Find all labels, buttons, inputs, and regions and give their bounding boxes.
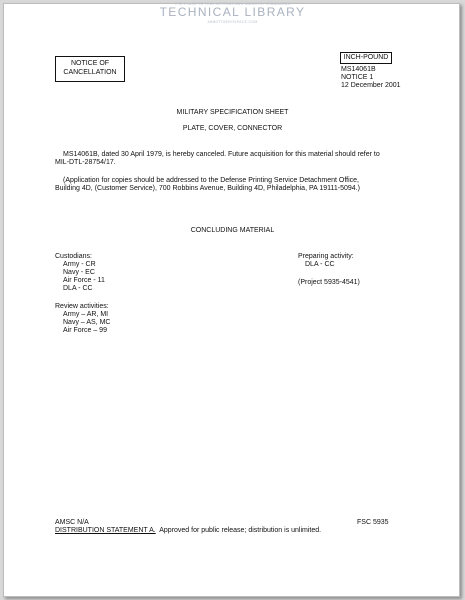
sheet-subtitle: PLATE, COVER, CONNECTOR	[182, 125, 283, 132]
custodians-heading: Custodians:	[55, 253, 92, 260]
notice-number: NOTICE 1	[341, 74, 374, 81]
concluding-heading: CONCLUDING MATERIAL	[190, 227, 275, 234]
custodian-item: Navy - EC	[63, 269, 95, 276]
notice-of-cancellation-box	[55, 56, 125, 82]
distribution-text: Approved for public release; distribution is unlimited.	[155, 527, 322, 534]
application-line2: Building 4D, (Customer Service), 700 Robbins Avenue, Building 4D, Philadelphia, PA 19111-5094.)	[55, 185, 360, 192]
custodian-item: Army - CR	[63, 261, 96, 268]
sheet-title: MILITARY SPECIFICATION SHEET	[176, 109, 289, 116]
notice-box-line2: CANCELLATION	[63, 69, 117, 76]
preparing-heading: Preparing activity:	[298, 253, 354, 260]
fsc-label: FSC 5935	[357, 519, 389, 526]
review-item: Army – AR, MI	[63, 311, 109, 318]
custodian-item: DLA - CC	[63, 285, 93, 292]
watermark-title: TECHNICAL LIBRARY	[159, 5, 306, 19]
notice-box-line1: NOTICE OF	[70, 60, 110, 67]
doc-id: MS14061B	[341, 66, 376, 73]
watermark-tagline: THE PLACE TO FIND DEFENSE AND INDUSTRY STANDARDS	[174, 2, 291, 6]
inch-pound-box: INCH-POUND	[340, 52, 392, 64]
watermark-url: ABBOTTAEROSPACE.COM	[207, 20, 258, 24]
distribution-label: DISTRIBUTION STATEMENT A.	[55, 527, 156, 534]
review-item: Air Force – 99	[63, 327, 107, 334]
distribution-statement	[55, 526, 321, 535]
review-item: Navy – AS, MC	[63, 319, 111, 326]
cancellation-line1: MS14061B, dated 30 April 1979, is hereby canceled. Future acquisition for this material should refer to	[63, 151, 380, 158]
custodian-item: Air Force - 11	[63, 277, 105, 284]
cancellation-line2: MIL-DTL-28754/17.	[55, 159, 116, 166]
preparing-value: DLA - CC	[305, 261, 335, 268]
review-heading: Review activities:	[55, 303, 109, 310]
document-page	[3, 3, 460, 597]
application-line1: (Application for copies should be addressed to the Defense Printing Service Detachment Office,	[63, 177, 359, 184]
project-number: (Project 5935-4541)	[298, 279, 360, 286]
notice-date: 12 December 2001	[341, 82, 401, 89]
amsc-label: AMSC N/A	[55, 519, 89, 526]
